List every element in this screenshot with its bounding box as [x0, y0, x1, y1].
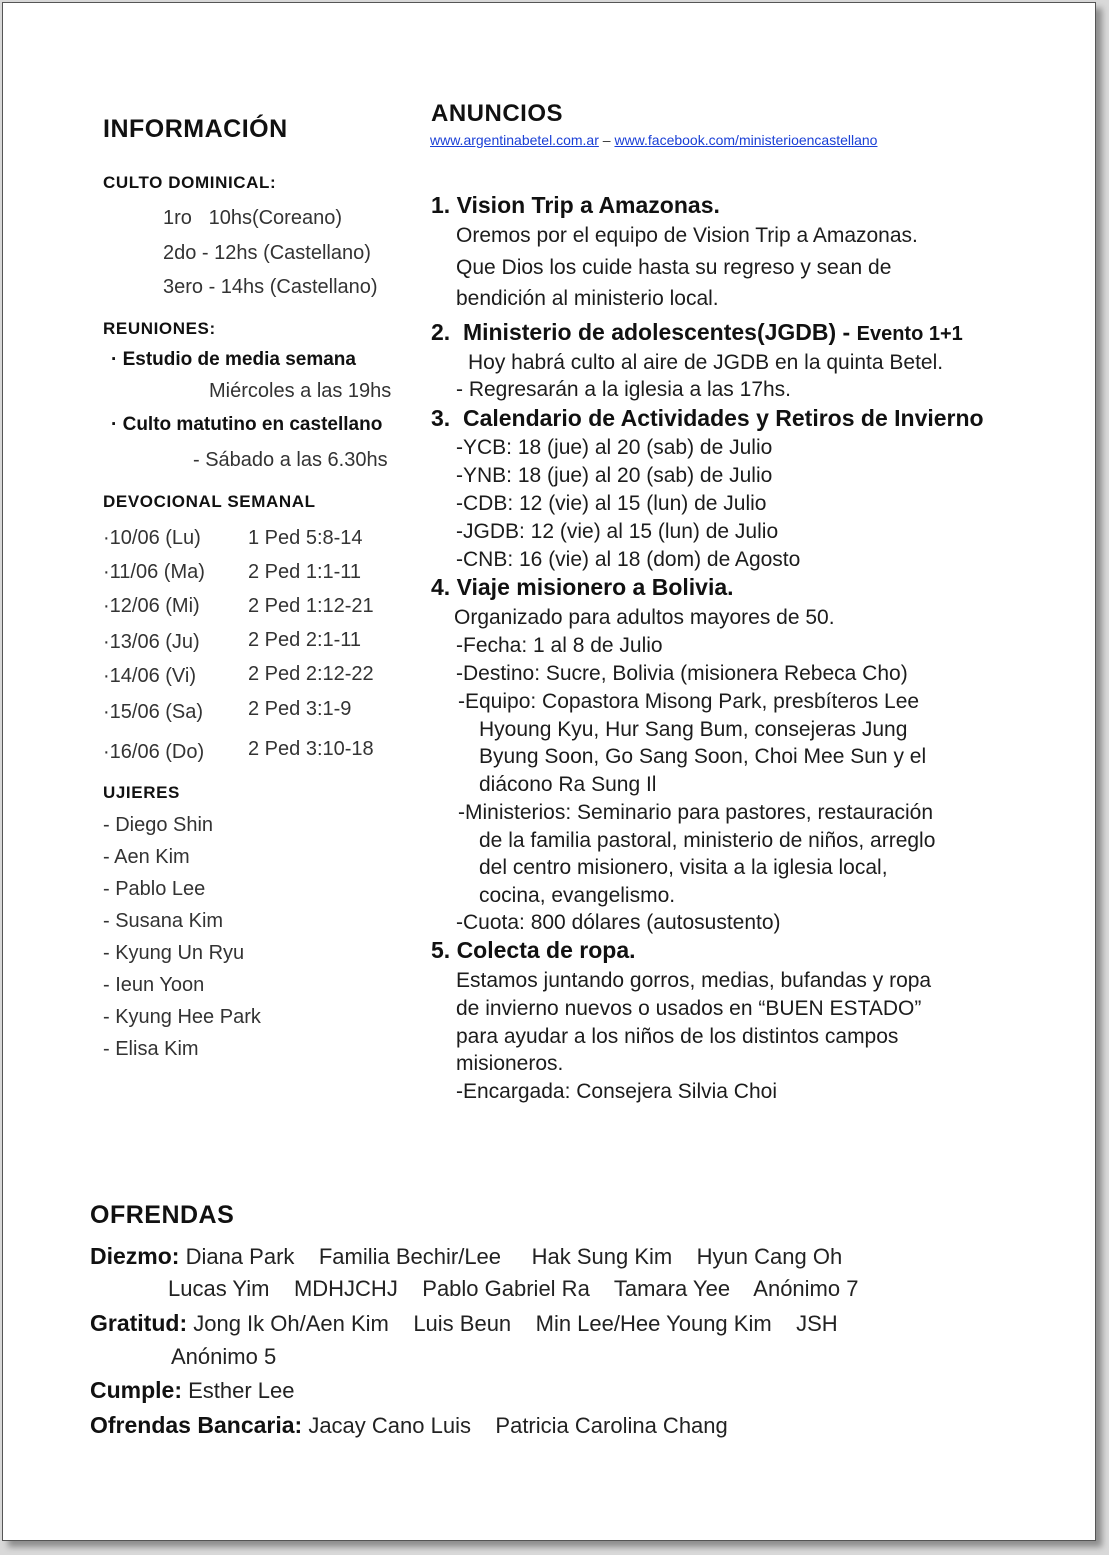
- ujier-name: - Pablo Lee: [103, 878, 206, 900]
- anuncio-3-line: -YCB: 18 (jue) al 20 (sab) de Julio: [456, 436, 773, 459]
- anuncio-4-line: Byung Soon, Go Sang Soon, Choi Mee Sun y el: [479, 745, 927, 768]
- website-link[interactable]: www.argentinabetel.com.ar: [430, 132, 599, 148]
- ujier-name: - Ieun Yoon: [103, 974, 205, 996]
- reunion-2-time: - Sábado a las 6.30hs: [193, 449, 388, 471]
- cumple-names: Esther Lee: [182, 1378, 295, 1403]
- devocional-date: ·14/06 (Vi): [103, 665, 197, 687]
- anuncio-4-line: -Ministerios: Seminario para pastores, restauración: [458, 801, 934, 824]
- anuncio-4-heading: 4. Viaje misionero a Bolivia.: [431, 574, 734, 600]
- devocional-date: ·12/06 (Mi): [103, 595, 200, 617]
- anuncio-3-line: -CNB: 16 (vie) al 18 (dom) de Agosto: [456, 548, 801, 571]
- cumple-label: Cumple:: [90, 1377, 182, 1403]
- bancaria-row: [90, 1412, 728, 1439]
- anuncio-4-line: -Cuota: 800 dólares (autosustento): [456, 911, 781, 934]
- gratitud-names: Jong Ik Oh/Aen Kim Luis Beun Min Lee/Hee Young Kim JSH: [187, 1311, 838, 1336]
- anuncio-5-line: de invierno nuevos o usados en “BUEN ESTADO”: [456, 997, 922, 1020]
- anuncio-3-heading: 3. Calendario de Actividades y Retiros de Invierno: [431, 405, 984, 431]
- ofrendas-title: OFRENDAS: [90, 1201, 235, 1229]
- anuncio-4-line: del centro misionero, visita a la iglesia local,: [479, 856, 888, 879]
- anuncio-1-heading: 1. Vision Trip a Amazonas.: [431, 192, 720, 218]
- diezmo-names: Diana Park Familia Bechir/Lee Hak Sung Kim Hyun Cang Oh: [179, 1244, 843, 1269]
- anuncio-3-line: -JGDB: 12 (vie) al 15 (lun) de Julio: [456, 520, 779, 543]
- ujier-name: - Aen Kim: [103, 846, 190, 868]
- bulletin-page: [2, 2, 1096, 1541]
- anuncio-2-heading: [431, 319, 963, 346]
- diezmo-names-line2: Lucas Yim MDHJCHJ Pablo Gabriel Ra Tamara Yee Anónimo 7: [168, 1276, 859, 1301]
- devocional-heading: DEVOCIONAL SEMANAL: [103, 492, 316, 511]
- anuncio-4-line: -Fecha: 1 al 8 de Julio: [456, 634, 663, 657]
- culto-line-3: 3ero - 14hs (Castellano): [163, 276, 378, 298]
- ujier-name: - Diego Shin: [103, 814, 214, 836]
- anuncio-2-line: - Regresarán a la iglesia a las 17hs.: [456, 378, 792, 401]
- devocional-date: ·11/06 (Ma): [103, 561, 205, 583]
- reunion-2-title: · Culto matutino en castellano: [111, 414, 383, 435]
- informacion-title: INFORMACIÓN: [103, 115, 288, 143]
- anuncio-4-line: Hyoung Kyu, Hur Sang Bum, consejeras Jung: [479, 718, 908, 741]
- devocional-ref: 1 Ped 5:8-14: [248, 527, 363, 549]
- anuncio-5-line: -Encargada: Consejera Silvia Choi: [456, 1080, 777, 1103]
- culto-line-2: 2do - 12hs (Castellano): [163, 242, 371, 264]
- anuncio-4-line: Organizado para adultos mayores de 50.: [454, 606, 835, 629]
- devocional-date: ·13/06 (Ju): [103, 631, 200, 653]
- ujier-name: - Kyung Un Ryu: [103, 942, 245, 964]
- anuncio-2-heading-event: Evento 1+1: [856, 323, 963, 345]
- culto-dominical-heading: CULTO DOMINICAL:: [103, 173, 277, 192]
- devocional-ref: 2 Ped 3:10-18: [248, 738, 374, 760]
- anuncio-5-heading: 5. Colecta de ropa.: [431, 937, 636, 963]
- facebook-link[interactable]: www.facebook.com/ministerioencastellano: [614, 132, 878, 148]
- anuncios-title: ANUNCIOS: [431, 100, 564, 127]
- anuncio-3-line: -YNB: 18 (jue) al 20 (sab) de Julio: [456, 464, 773, 487]
- devocional-ref: 2 Ped 3:1-9: [248, 698, 352, 720]
- anuncio-5-line: misioneros.: [456, 1052, 564, 1075]
- anuncio-5-line: Estamos juntando gorros, medias, bufandas y ropa: [456, 969, 932, 992]
- anuncio-4-line: diácono Ra Sung Il: [479, 773, 657, 796]
- ujier-name: - Susana Kim: [103, 910, 224, 932]
- cumple-row: [90, 1377, 295, 1404]
- reunion-1-title: · Estudio de media semana: [111, 349, 356, 370]
- bancaria-label: Ofrendas Bancaria:: [90, 1412, 303, 1438]
- gratitud-row: [90, 1310, 838, 1337]
- devocional-date: ·16/06 (Do): [103, 741, 205, 763]
- bancaria-names: Jacay Cano Luis Patricia Carolina Chang: [302, 1413, 728, 1438]
- anuncio-4-line: -Equipo: Copastora Misong Park, presbíteros Lee: [458, 690, 920, 713]
- ujieres-heading: UJIERES: [103, 783, 180, 802]
- anuncio-1-line: bendición al ministerio local.: [456, 287, 719, 310]
- devocional-ref: 2 Ped 2:1-11: [248, 629, 362, 651]
- link-separator: –: [598, 132, 615, 148]
- ujier-name: - Elisa Kim: [103, 1038, 199, 1060]
- gratitud-names-line2: Anónimo 5: [171, 1344, 277, 1369]
- devocional-ref: 2 Ped 1:12-21: [248, 595, 374, 617]
- devocional-ref: 2 Ped 1:1-11: [248, 561, 362, 583]
- gratitud-label: Gratitud:: [90, 1310, 188, 1336]
- anuncio-3-line: -CDB: 12 (vie) al 15 (lun) de Julio: [456, 492, 767, 515]
- devocional-date: ·15/06 (Sa): [103, 701, 204, 723]
- anuncios-links: [430, 132, 877, 148]
- devocional-date: ·10/06 (Lu): [103, 527, 201, 549]
- diezmo-row: [90, 1243, 842, 1270]
- diezmo-label: Diezmo:: [90, 1243, 180, 1269]
- culto-line-1: 1ro 10hs(Coreano): [163, 207, 342, 229]
- anuncio-5-line: para ayudar a los niños de los distintos campos: [456, 1025, 899, 1048]
- ujier-name: - Kyung Hee Park: [103, 1006, 261, 1028]
- anuncio-2-line: Hoy habrá culto al aire de JGDB en la quinta Betel.: [468, 351, 944, 374]
- devocional-ref: 2 Ped 2:12-22: [248, 663, 374, 685]
- anuncio-4-line: -Destino: Sucre, Bolivia (misionera Rebeca Cho): [456, 662, 908, 685]
- anuncio-2-heading-main: 2. Ministerio de adolescentes(JGDB) -: [431, 319, 857, 345]
- anuncio-4-line: cocina, evangelismo.: [479, 884, 676, 907]
- reuniones-heading: REUNIONES:: [103, 319, 216, 338]
- anuncio-4-line: de la familia pastoral, ministerio de niños, arreglo: [479, 829, 936, 852]
- anuncio-1-line: Que Dios los cuide hasta su regreso y sean de: [456, 256, 892, 279]
- anuncio-1-line: Oremos por el equipo de Vision Trip a Amazonas.: [456, 224, 918, 247]
- reunion-1-time: Miércoles a las 19hs: [209, 380, 392, 402]
